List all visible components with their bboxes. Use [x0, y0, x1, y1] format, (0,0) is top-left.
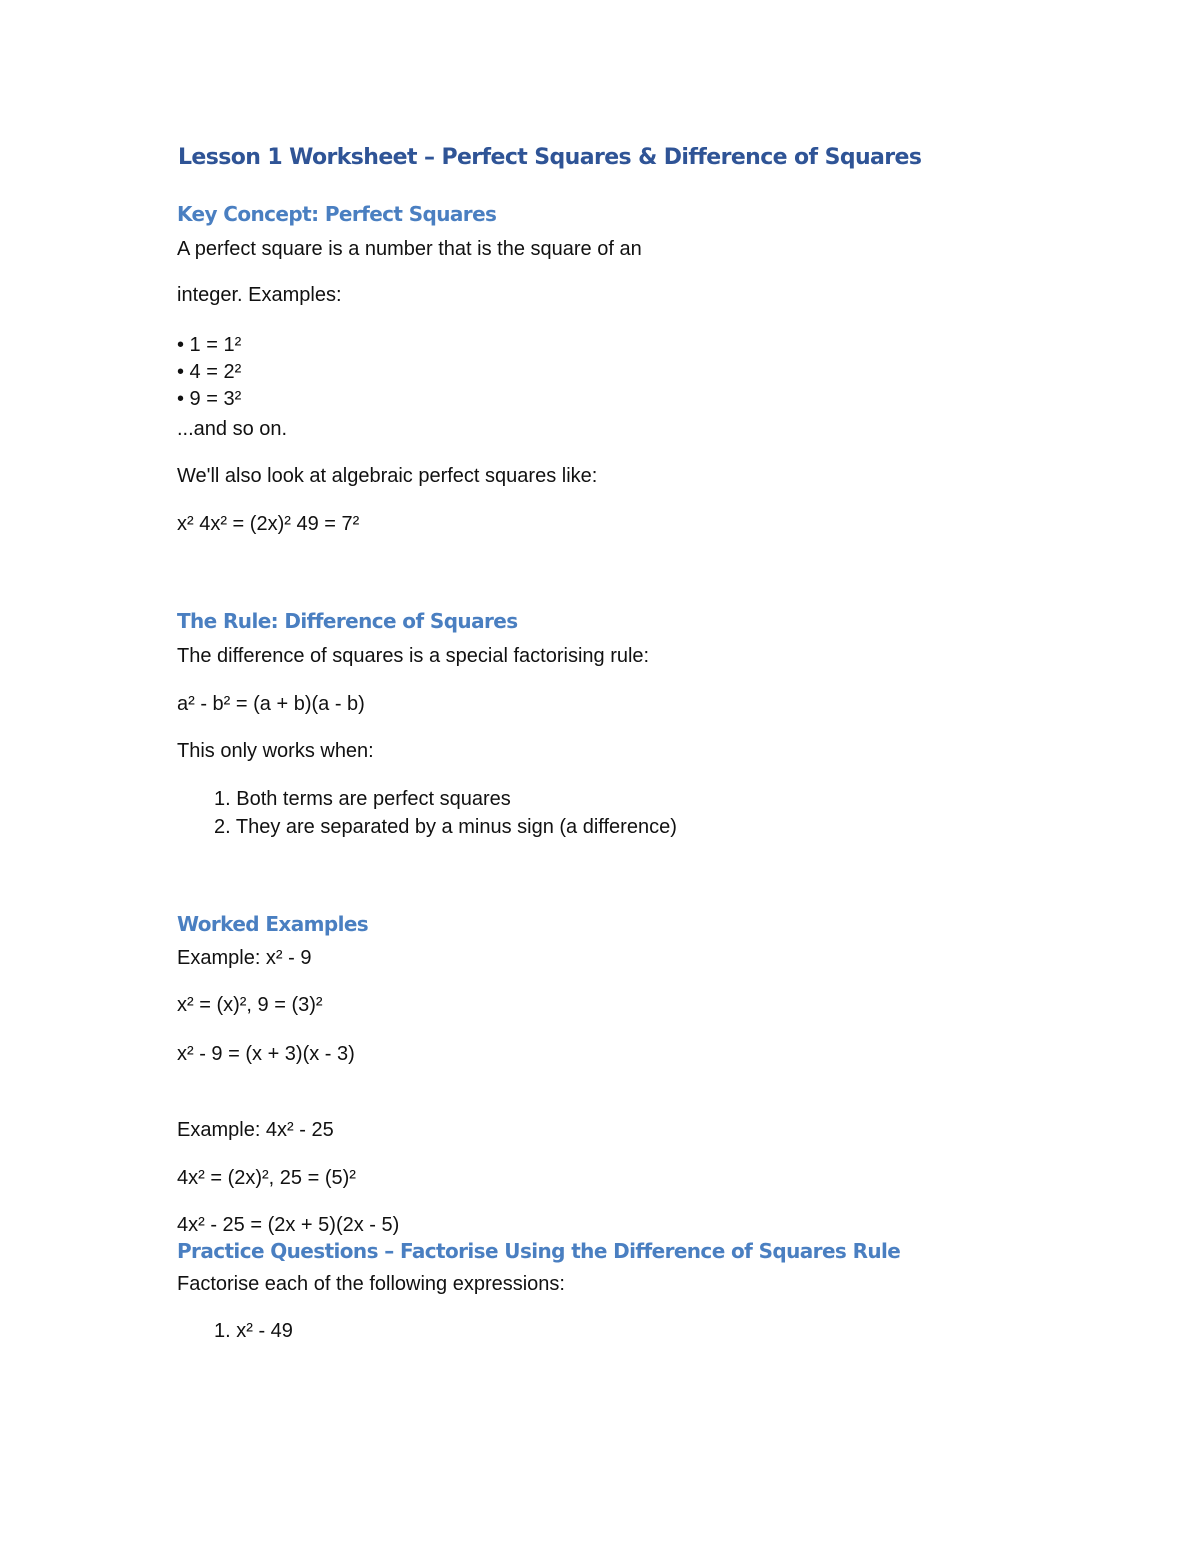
- condition-item: 2. They are separated by a minus sign (a difference): [214, 816, 677, 838]
- condition-item: 1. Both terms are perfect squares: [214, 788, 511, 810]
- heading-worked-examples: Worked Examples: [177, 912, 369, 936]
- algebraic-intro: We'll also look at algebraic perfect squares like:: [177, 465, 598, 487]
- perfect-square-example: • 4 = 2²: [177, 361, 242, 383]
- heading-practice-questions: Practice Questions – Factorise Using the Difference of Squares Rule: [177, 1239, 901, 1263]
- example2-result: 4x² - 25 = (2x + 5)(2x - 5): [177, 1214, 400, 1236]
- rule-intro: The difference of squares is a special factorising rule:: [177, 645, 650, 667]
- algebraic-examples: x² 4x² = (2x)² 49 = 7²: [177, 513, 360, 535]
- heading-difference-of-squares: The Rule: Difference of Squares: [177, 609, 518, 633]
- condition-intro: This only works when:: [177, 740, 374, 762]
- practice-question: 1. x² - 49: [214, 1320, 293, 1342]
- heading-perfect-squares: Key Concept: Perfect Squares: [177, 202, 497, 226]
- example1-result: x² - 9 = (x + 3)(x - 3): [177, 1043, 355, 1065]
- example1-step: x² = (x)², 9 = (3)²: [177, 994, 323, 1016]
- perfect-squares-intro-line1: A perfect square is a number that is the square of an: [177, 238, 642, 260]
- example2-label: Example: 4x² - 25: [177, 1119, 334, 1141]
- perfect-square-example: • 9 = 3²: [177, 388, 242, 410]
- practice-instruction: Factorise each of the following expressions:: [177, 1273, 565, 1295]
- example1-label: Example: x² - 9: [177, 947, 312, 969]
- worksheet-title: Lesson 1 Worksheet – Perfect Squares & Difference of Squares: [178, 145, 922, 170]
- perfect-square-example: • 1 = 1²: [177, 334, 242, 356]
- example2-step: 4x² = (2x)², 25 = (5)²: [177, 1167, 356, 1189]
- and-so-on-text: ...and so on.: [177, 418, 288, 440]
- perfect-squares-intro-line2: integer. Examples:: [177, 284, 342, 306]
- rule-formula: a² - b² = (a + b)(a - b): [177, 693, 365, 715]
